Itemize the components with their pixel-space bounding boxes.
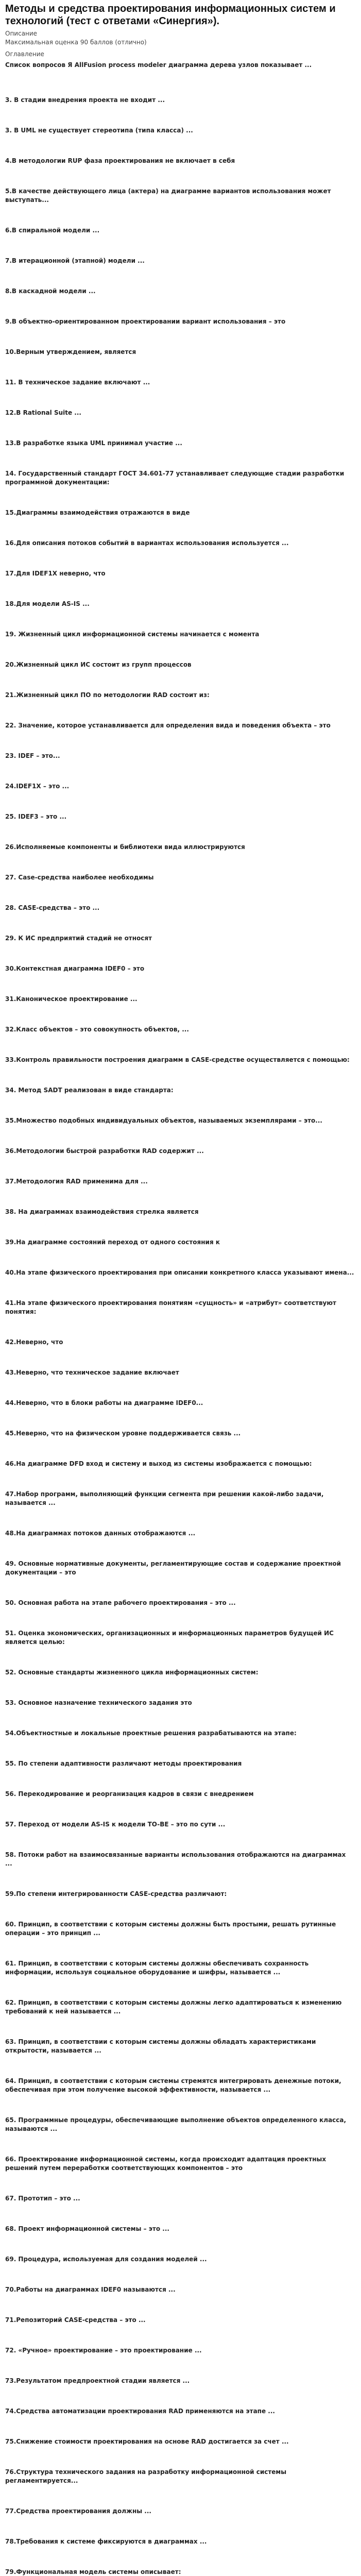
question-item: 63. Принцип, в соответствии с которым системы должны обладать характеристиками открытости, называется ... (5, 2038, 316, 2054)
question-item: 28. CASE-средства – это ... (5, 904, 100, 911)
question-item: 9.В объектно-ориентированном проектировании вариант использования – это (5, 318, 286, 325)
intro-text: Список вопросов Я AllFusion process modeler диаграмма дерева узлов показывает ... (5, 61, 312, 69)
question-item: 24.IDEF1X – это ... (5, 783, 70, 790)
question-item: 13.В разработке языка UML принимал участие ... (5, 439, 182, 447)
question-item: 7.В итерационной (этапной) модели ... (5, 257, 145, 264)
question-item: 3. В стадии внедрения проекта не входит ... (5, 96, 165, 104)
question-item: 36.Методологии быстрой разработки RAD содержит ... (5, 1147, 204, 1155)
question-item: 3. В UML не существует стереотипа (типа класса) ... (5, 127, 193, 134)
question-item: 65. Программные процедуры, обеспечивающие выполнение объектов определенного класса, называются ... (5, 2116, 347, 2132)
question-item: 50. Основная работа на этапе рабочего проектирования – это ... (5, 1599, 236, 1606)
question-item: 40.На этапе физического проектирования при описании конкретного класса указывают имена... (5, 1269, 354, 1276)
question-item: 4.В методологии RUP фаза проектирования не включает в себя (5, 157, 235, 164)
question-item: 21.Жизненный цикл ПО по методологии RAD состоит из: (5, 691, 210, 699)
question-item: 69. Процедура, используемая для создания моделей ... (5, 2256, 207, 2263)
question-item: 54.Объектностные и локальные проектные решения разрабатываются на этапе: (5, 1730, 297, 1737)
question-item: 49. Основные нормативные документы, регламентирующие состав и содержание проектной документации – это (5, 1560, 341, 1576)
question-item: 42.Неверно, что (5, 1338, 63, 1346)
question-item: 35.Множество подобных индивидуальных объектов, называемых экземплярами – это... (5, 1117, 322, 1124)
question-item: 22. Значение, которое устанавливается для определения вида и поведения объекта – это (5, 722, 331, 729)
question-item: 56. Перекодирование и реорганизация кадров в связи с внедрением (5, 1790, 254, 1798)
question-item: 64. Принцип, в соответствии с которым системы стремятся интегрировать денежные потоки, обеспечивая при этом получение высокой эффективности, называется ... (5, 2077, 341, 2093)
question-item: 45.Неверно, что на физическом уровне поддерживается связь ... (5, 1430, 241, 1437)
question-item: 51. Оценка экономических, организационных и информационных параметров будущей ИС является целью: (5, 1630, 334, 1646)
question-item: 47.Набор программ, выполняющий функции сегмента при решении какой-либо задачи, называется ... (5, 1490, 324, 1506)
question-item: 66. Проектирование информационной системы, когда происходит адаптация проектных решений путем переработки соответствующих компонентов – это (5, 2156, 326, 2172)
question-item: 44.Неверно, что в блоки работы на диаграмме IDEF0... (5, 1399, 203, 1406)
question-item: 14. Государственный стандарт ГОСТ 34.601-77 устанавливает следующие стадии разработки программной документации: (5, 470, 345, 486)
question-item: 17.Для IDEF1X неверно, что (5, 570, 106, 577)
question-item: 53. Основное назначение технического задания это (5, 1699, 192, 1706)
question-item: 25. IDEF3 – это ... (5, 813, 67, 820)
question-item: 38. На диаграммах взаимодействия стрелка является (5, 1208, 199, 1215)
question-item: 20.Жизненный цикл ИС состоит из групп процессов (5, 661, 192, 668)
question-item: 76.Структура технического задания на разработку информационной системы регламентируется... (5, 2468, 287, 2484)
question-item: 73.Результатом предпроектной стадии является ... (5, 2377, 190, 2384)
question-item: 58. Потоки работ на взаимосвязанные варианты использования отображаются на диаграммах ... (5, 1851, 346, 1867)
question-item: 77.Средства проектирования должны ... (5, 2507, 151, 2515)
question-item: 11. В техническое задание включают ... (5, 379, 150, 386)
question-item: 10.Верным утверждением, является (5, 348, 136, 355)
question-item: 19. Жизненный цикл информационной системы начинается с момента (5, 631, 260, 638)
question-item: 60. Принцип, в соответствии с которым системы должны быть простыми, решать рутинные операции – это принцип ... (5, 1921, 336, 1937)
question-item: 57. Переход от модели AS-IS к модели TO-BE – это по сути ... (5, 1821, 226, 1828)
question-item: 61. Принцип, в соответствии с которым системы должны обеспечивать сохранность информации, используя социальное оборудование и шифры, называется ... (5, 1960, 309, 1976)
question-item: 55. По степени адаптивности различают методы проектирования (5, 1760, 242, 1767)
question-item: 26.Исполняемые компоненты и библиотеки вида иллюстрируются (5, 843, 245, 851)
question-item: 23. IDEF – это... (5, 752, 60, 759)
meta-description: Описание (5, 30, 38, 37)
question-item: 8.В каскадной модели ... (5, 287, 96, 295)
question-item: 43.Неверно, что техническое задание включает (5, 1369, 179, 1376)
question-item: 5.В качестве действующего лица (актера) на диаграмме вариантов использования может выступать... (5, 188, 331, 204)
question-item: 37.Методология RAD применима для ... (5, 1178, 148, 1185)
question-item: 67. Прототип – это ... (5, 2195, 80, 2202)
question-item: 46.На диаграмме DFD вход и систему и выход из системы изображается с помощью: (5, 1460, 312, 1467)
question-item: 79.Функциональная модель системы описывает: (5, 2568, 181, 2575)
meta-contents: Оглавление (5, 50, 44, 58)
question-item: 74.Средства автоматизации проектирования RAD применяются на этапе ... (5, 2408, 275, 2415)
question-item: 6.В спиральной модели ... (5, 227, 100, 234)
question-item: 62. Принцип, в соответствии с которым системы должны легко адаптироваться к изменению требований к ней называется ... (5, 1999, 342, 2015)
question-item: 68. Проект информационной системы – это ... (5, 2225, 169, 2232)
question-item: 70.Работы на диаграммах IDEF0 называются ... (5, 2286, 176, 2293)
question-item: 59.По степени интегрированности CASE-средства различают: (5, 1890, 227, 1897)
question-item: 15.Диаграммы взаимодействия отражаются в виде (5, 509, 190, 516)
question-item: 39.На диаграмме состояний переход от одного состояния к (5, 1239, 220, 1246)
question-item: 30.Контекстная диаграмма IDEF0 – это (5, 965, 145, 972)
question-item: 12.В Rational Suite ... (5, 409, 81, 416)
question-item: 29. К ИС предприятий стадий не относят (5, 935, 152, 942)
meta-max-score: Максимальная оценка 90 баллов (отлично) (5, 39, 147, 46)
question-item: 75.Снижение стоимости проектирования на основе RAD достигается за счет ... (5, 2438, 289, 2445)
question-item: 52. Основные стандарты жизненного цикла информационных систем: (5, 1669, 259, 1676)
question-item: 41.На этапе физического проектирования понятиям «сущность» и «атрибут» соответствуют понятия: (5, 1299, 336, 1315)
question-item: 48.На диаграммах потоков данных отображаются ... (5, 1530, 196, 1537)
question-item: 72. «Ручное» проектирование – это проектирование ... (5, 2347, 202, 2354)
question-item: 71.Репозиторий CASE-средства – это ... (5, 2316, 146, 2324)
question-item: 18.Для модели AS-IS ... (5, 600, 90, 607)
question-item: 32.Класс объектов – это совокупность объектов, ... (5, 1026, 189, 1033)
page-title: Методы и средства проектирования информационных систем и технологий (тест с ответами «Синергия»). (5, 3, 336, 27)
question-item: 27. Case-средства наиболее необходимы (5, 874, 154, 881)
question-item: 31.Каноническое проектирование ... (5, 995, 137, 1003)
question-item: 34. Метод SADT реализован в виде стандарта: (5, 1087, 174, 1094)
question-item: 33.Контроль правильности построения диаграмм в CASE-средстве осуществляется с помощью: (5, 1056, 350, 1063)
question-list (5, 96, 355, 2576)
question-item: 16.Для описания потоков событий в вариантах использования используется ... (5, 539, 289, 547)
question-item: 78.Требования к системе фиксируются в диаграммах ... (5, 2538, 207, 2545)
